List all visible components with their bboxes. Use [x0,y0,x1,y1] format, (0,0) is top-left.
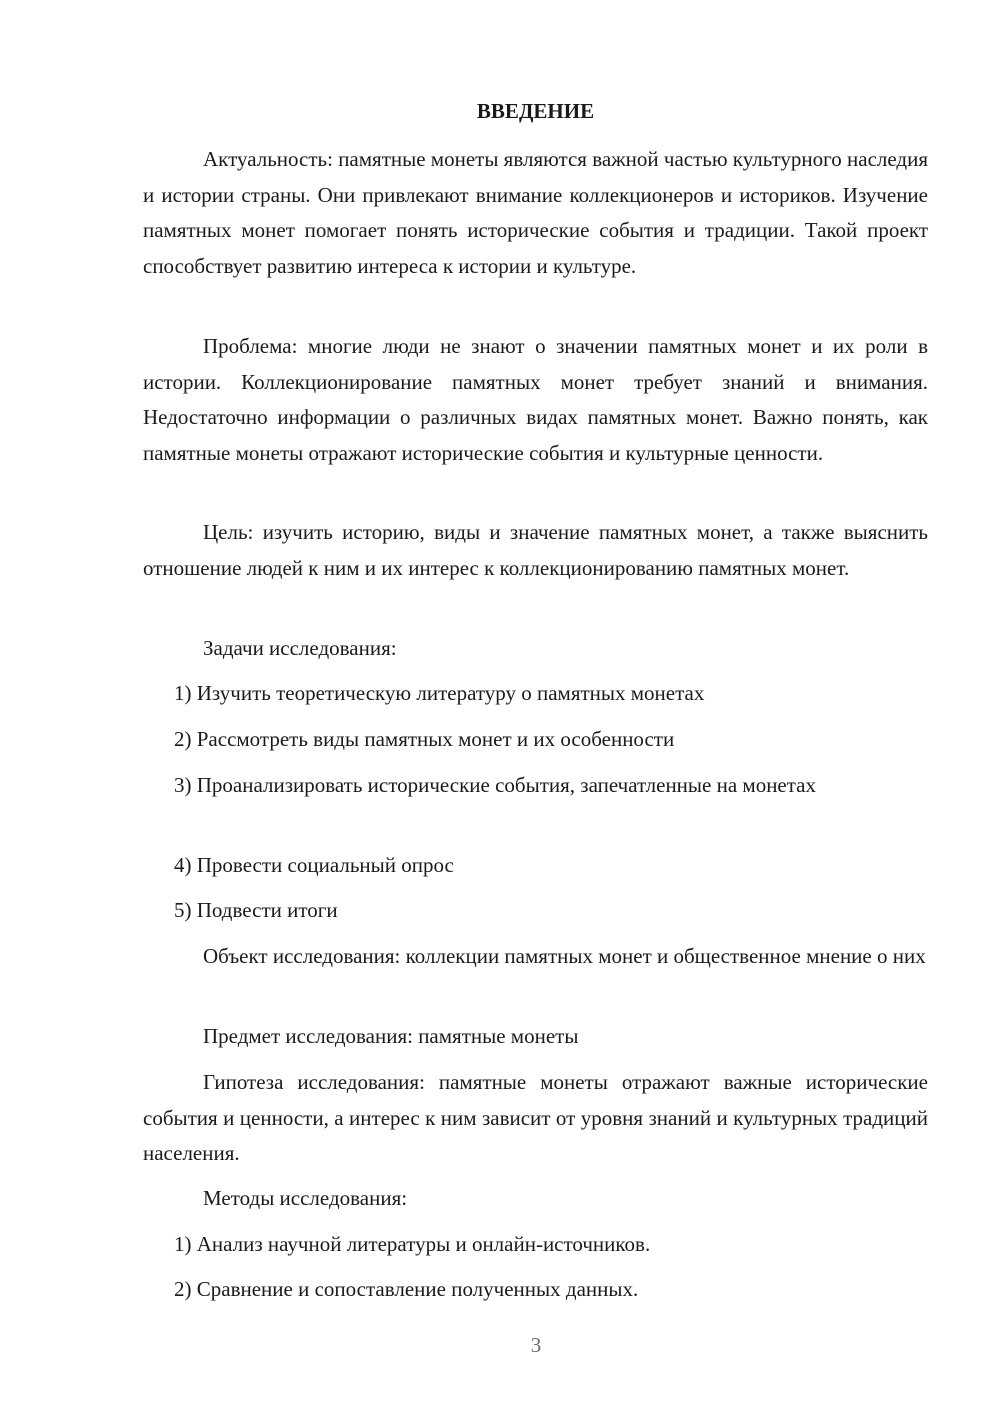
relevance-paragraph: Актуальность: памятные монеты являются важной частью культурного наследия и истории страны. Они привлекают внимание коллекционеров и историков. Изучение памятных монет помогает понять исторические события и традиции. Такой проект способствует развитию интереса к истории и культуре. [143,147,928,278]
object-paragraph: Объект исследования: коллекции памятных монет и общественное мнение о них [203,944,926,968]
goal-paragraph: Цель: изучить историю, виды и значение памятных монет, а также выяснить отношение людей к ним и их интерес к коллекционированию памятных монет. [143,520,928,580]
task-item: 5) Подвести итоги [174,898,338,922]
problem-paragraph: Проблема: многие люди не знают о значении памятных монет и их роли в истории. Коллекционирование памятных монет требует знаний и внимания. Недостаточно информации о различных видах памятных монет. Важно понять, как памятные монеты отражают исторические события и культурные ценности. [143,334,928,465]
method-item: 1) Анализ научной литературы и онлайн-источников. [174,1232,651,1256]
page-number: 3 [530,1333,542,1357]
task-item: 2) Рассмотреть виды памятных монет и их особенности [174,727,675,751]
subject-paragraph: Предмет исследования: памятные монеты [203,1024,579,1048]
task-item: 3) Проанализировать исторические события, запечатленные на монетах [174,773,817,797]
methods-heading: Методы исследования: [203,1186,408,1210]
task-item: 4) Провести социальный опрос [174,853,454,877]
tasks-heading: Задачи исследования: [203,636,397,660]
task-item: 1) Изучить теоретическую литературу о памятных монетах [174,681,705,705]
method-item: 2) Сравнение и сопоставление полученных данных. [174,1277,639,1301]
section-title: ВВЕДЕНИЕ [476,99,595,123]
hypothesis-paragraph: Гипотеза исследования: памятные монеты отражают важные исторические события и ценности, а интерес к ним зависит от уровня знаний и культурных традиций населения. [143,1070,928,1165]
